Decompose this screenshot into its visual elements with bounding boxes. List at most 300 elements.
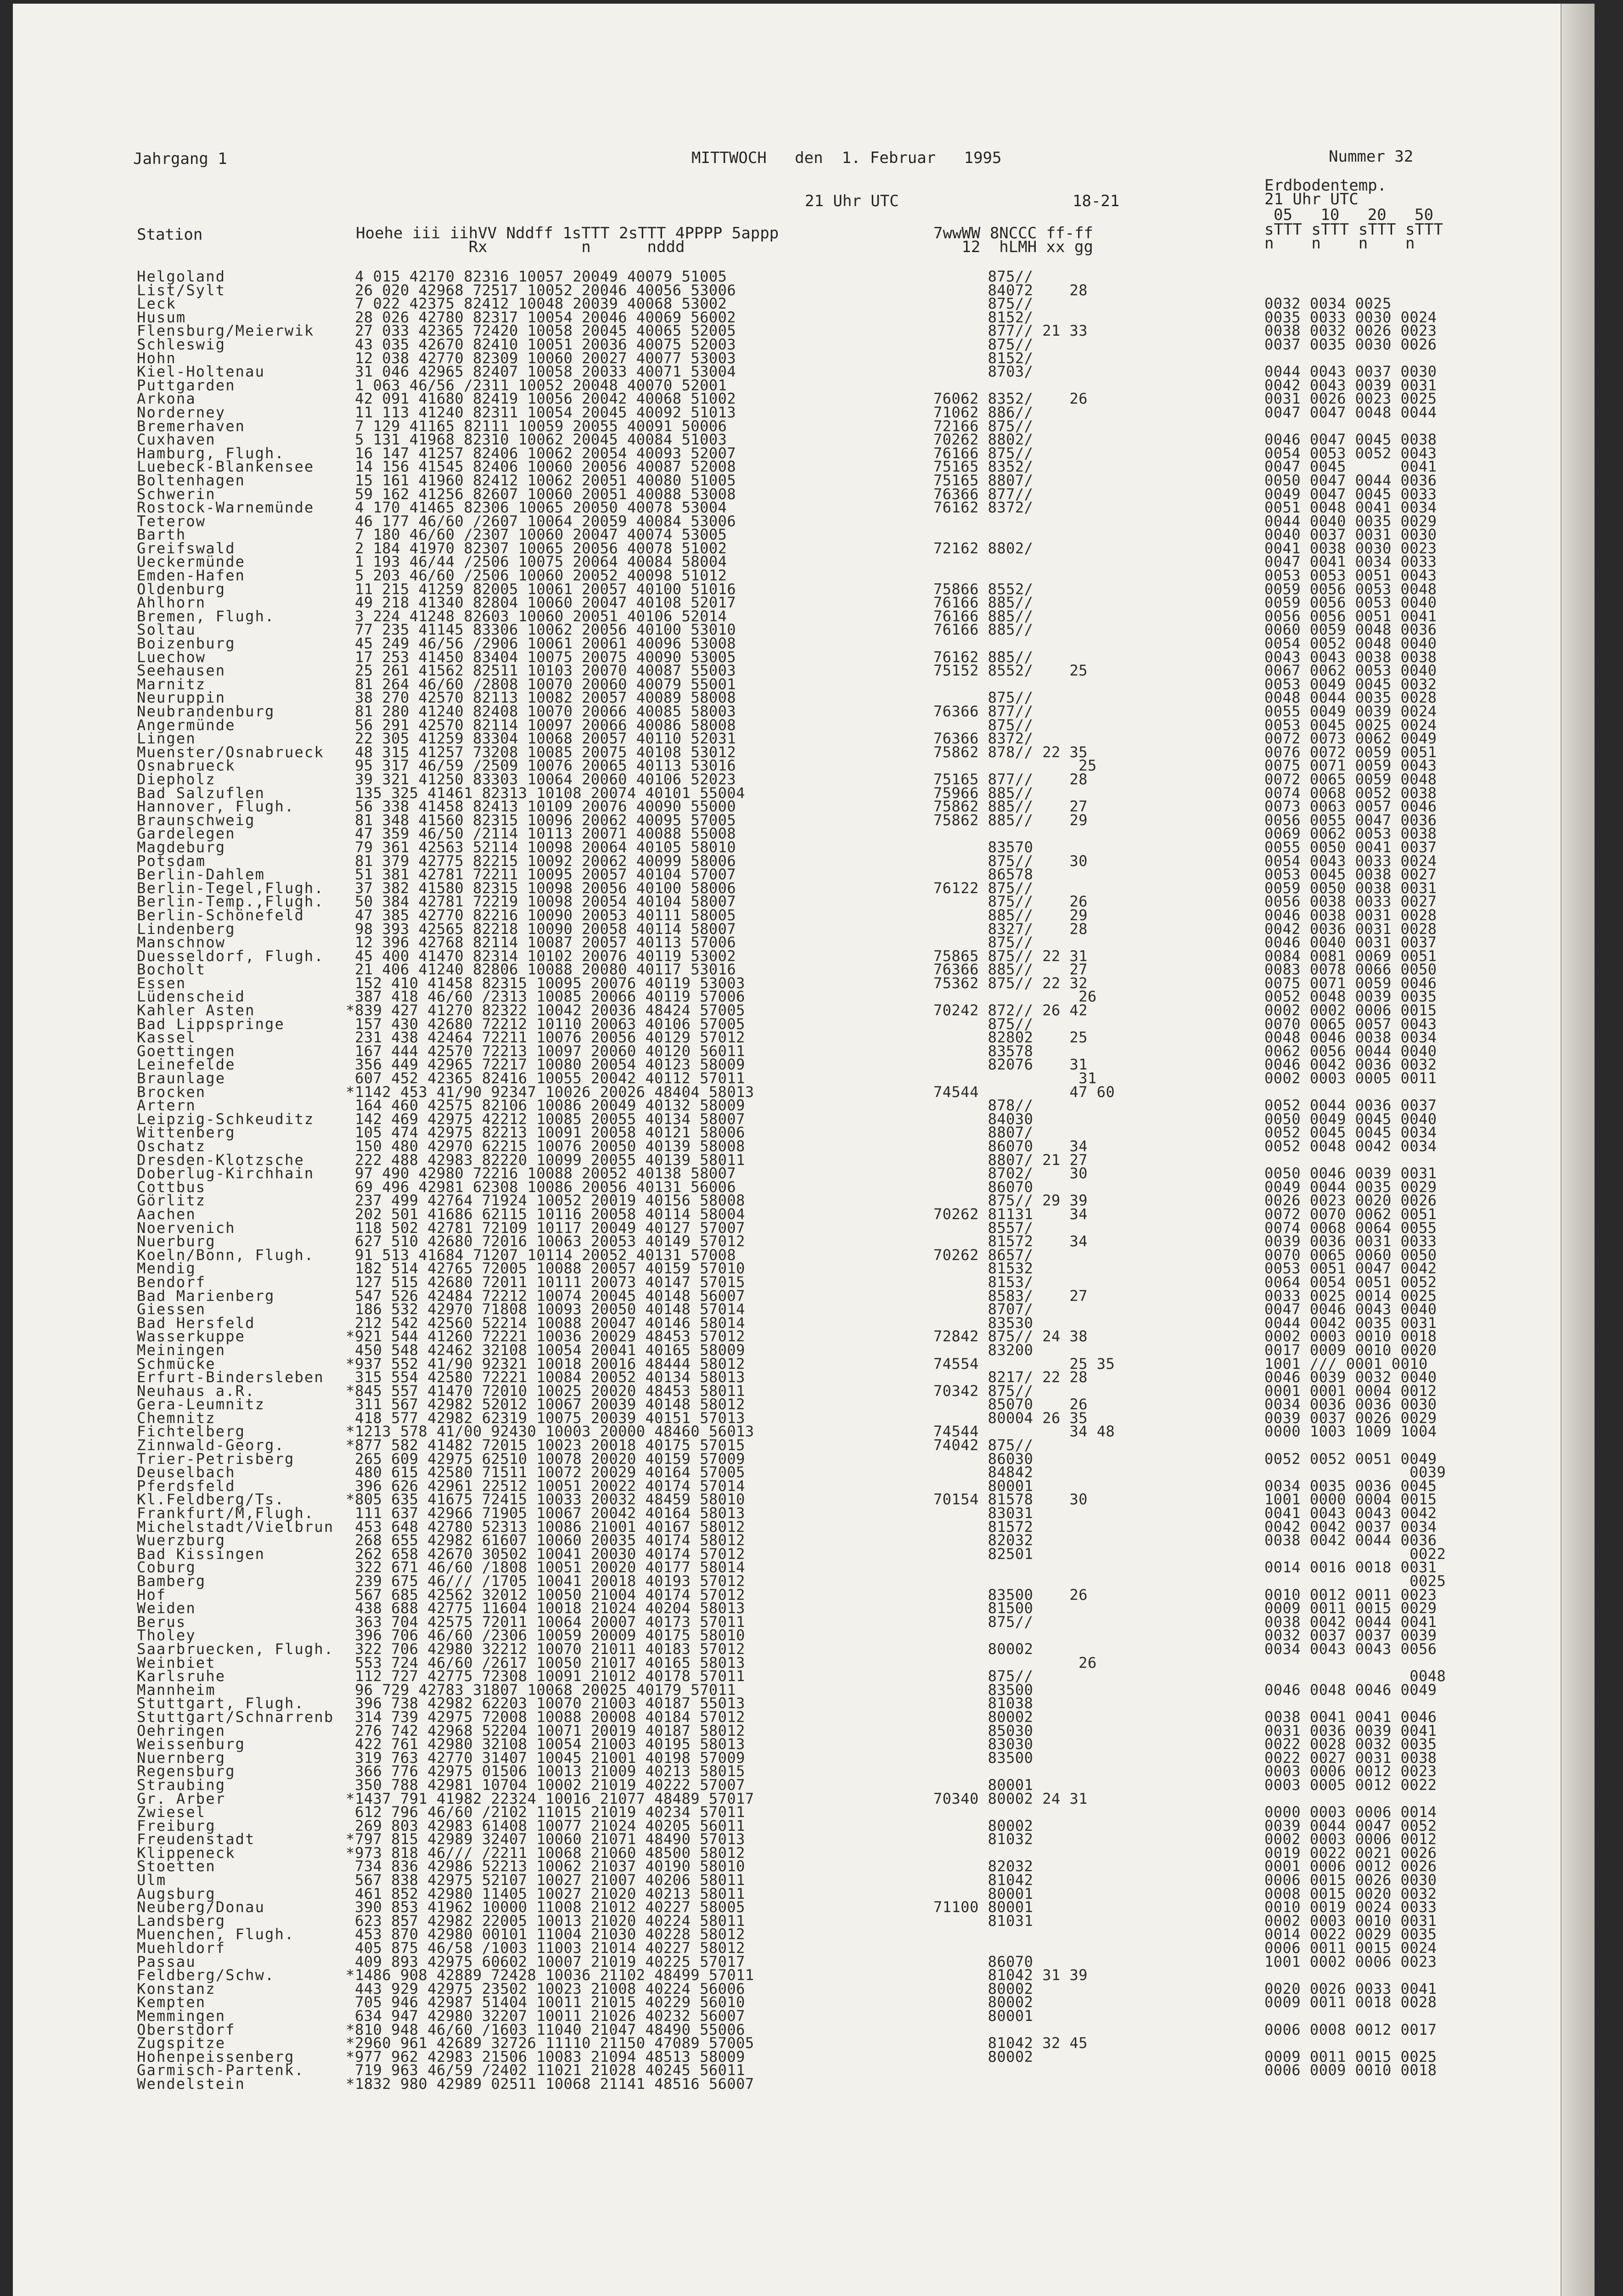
extra-groups: 81032 <box>933 1830 1033 1848</box>
soil-temperature: 0072 0073 0062 0049 <box>1264 730 1437 748</box>
main-groups: 547 526 42484 72212 10074 20045 40148 56007 <box>355 1287 745 1305</box>
soil-temperature: 0034 0043 0043 0056 <box>1264 1640 1437 1658</box>
mountain-station-marker <box>346 284 354 298</box>
mountain-station-marker <box>346 1276 354 1289</box>
extra-groups: 75865 875// 22 31 <box>933 947 1088 965</box>
extra-groups: 86070 <box>933 1178 1033 1196</box>
extra-groups: 86030 <box>933 1450 1033 1468</box>
soil-temperature: 0014 0022 0029 0035 <box>1264 1925 1437 1943</box>
soil-temperature: 1001 /// 0001 0010 <box>1264 1355 1428 1373</box>
issue-number: Nummer 32 <box>1329 147 1414 166</box>
station-name: Bocholt <box>137 961 206 979</box>
station-name: Landsberg <box>137 1912 226 1930</box>
station-name: Dresden-Klotzsche <box>137 1151 304 1169</box>
main-groups: 22 305 41259 83304 10068 20057 40110 52031 <box>355 730 736 748</box>
mountain-station-marker <box>346 1670 354 1683</box>
station-name: Oschatz <box>137 1137 206 1155</box>
main-groups: 396 738 42982 62203 10070 21003 40187 55013 <box>355 1694 745 1712</box>
mountain-station-marker <box>346 1738 354 1751</box>
soil-temperature: 0064 0054 0051 0052 <box>1264 1273 1437 1291</box>
extra-groups-subheader: 12 hLMH xx gg <box>933 238 1093 256</box>
extra-groups: 80001 <box>933 1477 1033 1495</box>
main-groups: 322 671 46/60 /1808 10051 20020 40177 58014 <box>355 1559 745 1576</box>
main-groups: 262 658 42670 30502 10041 20030 40174 57012 <box>355 1545 745 1563</box>
soil-groups-header: sTTT sTTT sTTT sTTT <box>1264 220 1443 239</box>
page-binding-edge <box>1561 4 1595 2296</box>
main-groups: 112 727 42775 72308 10091 21012 40178 57011 <box>355 1667 745 1685</box>
mountain-station-marker <box>346 1221 354 1235</box>
station-name: Wuerzburg <box>137 1531 226 1549</box>
mountain-station-marker <box>346 936 354 950</box>
extra-groups: 80002 <box>933 1993 1033 2011</box>
main-groups: 79 361 42563 52114 10098 20064 40105 58010 <box>355 838 736 856</box>
extra-groups: 72166 875// <box>933 417 1033 435</box>
extra-groups: 85070 26 <box>933 1396 1088 1413</box>
station-name: Schwerin <box>137 485 216 503</box>
main-groups: 734 836 42986 52213 10062 21037 40190 58010 <box>355 1857 745 1875</box>
main-groups: 567 685 42562 32012 10050 21004 40174 57012 <box>355 1586 745 1604</box>
soil-temperature: 0047 0045 0041 <box>1264 458 1437 476</box>
soil-temperature: 0038 0041 0041 0046 <box>1264 1708 1437 1726</box>
station-name: Hohenpeissenberg <box>137 2048 295 2065</box>
soil-temperature: 0049 0047 0045 0033 <box>1264 485 1437 503</box>
main-groups: 1213 578 41/00 92430 10003 20000 48460 56013 <box>355 1423 754 1441</box>
soil-temperature <box>1264 2077 1446 2091</box>
mountain-station-marker <box>346 1711 354 1724</box>
station-name: Passau <box>137 1953 196 1970</box>
mountain-station-marker <box>346 488 354 501</box>
extra-groups: 76166 875// <box>933 444 1033 462</box>
main-groups: 311 567 42982 52012 10067 20039 40148 58012 <box>355 1396 745 1413</box>
main-groups: 553 724 46/60 /2617 10050 21017 40165 58013 <box>355 1654 745 1671</box>
extra-groups: 75866 8552/ <box>933 580 1033 598</box>
extra-groups: 83530 <box>933 1314 1033 1332</box>
soil-temperature: 0037 0035 0030 0026 <box>1264 335 1437 353</box>
main-groups: 977 962 42983 21506 10083 21094 48513 58009 <box>355 2048 745 2065</box>
mountain-station-marker <box>346 963 354 977</box>
soil-temperature: 0033 0025 0014 0025 <box>1264 1287 1437 1305</box>
station-name: Bremen, Flugh. <box>137 607 275 625</box>
main-groups: 15 161 41960 82412 10062 20051 40080 51005 <box>355 471 736 489</box>
extra-groups: 80001 <box>933 1776 1033 1794</box>
soil-temperature: 0052 0052 0051 0049 <box>1264 1450 1437 1468</box>
main-groups: 12 396 42768 82114 10087 20057 40113 57006 <box>355 934 736 951</box>
mountain-station-marker <box>346 270 354 284</box>
station-name: Coburg <box>137 1559 196 1576</box>
station-name: Neuberg/Donau <box>137 1898 265 1916</box>
extra-groups: 84842 <box>933 1463 1033 1481</box>
report-page <box>13 4 1595 2296</box>
main-groups: 167 444 42570 72213 10097 20060 40120 56011 <box>355 1042 745 1060</box>
main-groups: 480 615 42580 71511 10072 20029 40164 57005 <box>355 1463 745 1481</box>
station-name: Ueckermünde <box>137 553 246 571</box>
main-groups: 81 280 41240 82408 10070 20066 40085 58003 <box>355 703 736 720</box>
soil-temperature: 0052 0044 0036 0037 <box>1264 1097 1437 1114</box>
extra-groups: 8702/ 30 <box>933 1165 1088 1182</box>
mountain-station-marker <box>346 1615 354 1629</box>
soil-temperature: 0046 0042 0036 0032 <box>1264 1056 1437 1074</box>
main-groups: 28 026 42780 82317 10054 20046 40069 56002 <box>355 308 736 326</box>
station-name: Kempten <box>137 1993 206 2011</box>
station-name: Hohn <box>137 349 176 367</box>
station-name: Mendig <box>137 1260 196 1277</box>
soil-temperature: 0022 0028 0032 0035 <box>1264 1735 1437 1753</box>
mountain-station-marker <box>346 868 354 882</box>
mountain-station-marker: * <box>346 1083 355 1101</box>
mountain-station-marker <box>346 1262 354 1276</box>
main-groups: 47 359 46/50 /2114 10113 20071 40088 55008 <box>355 825 736 843</box>
soil-temperature: 0035 0033 0030 0024 <box>1264 308 1437 326</box>
main-groups: 4 170 41465 82306 10065 20050 40078 53004 <box>355 499 727 517</box>
main-groups: 418 577 42982 62319 10075 20039 40151 57013 <box>355 1409 745 1427</box>
main-groups: 319 763 42770 31407 10045 21001 40198 57009 <box>355 1749 745 1767</box>
extra-groups-header: 7wwWW 8NCCC ff-ff <box>933 224 1093 242</box>
soil-temperature: 0020 0026 0033 0041 <box>1264 1980 1437 1998</box>
main-groups: 265 609 42975 62510 10078 20020 40159 57009 <box>355 1450 745 1468</box>
main-groups: 43 035 42670 82410 10051 20036 40075 52003 <box>355 335 736 353</box>
extra-groups: 70340 80002 24 31 <box>933 1790 1088 1807</box>
extra-groups: 83578 <box>933 1042 1033 1060</box>
soil-temperature: 0046 0047 0045 0038 <box>1264 431 1437 449</box>
mountain-station-marker <box>346 1914 354 1928</box>
mountain-station-marker <box>346 1181 354 1194</box>
main-groups: 31 046 42965 82407 10058 20033 40071 53004 <box>355 363 736 381</box>
extra-groups: 72162 8802/ <box>933 539 1033 557</box>
soil-temperature: 0014 0016 0018 0031 <box>1264 1559 1437 1576</box>
station-name: Luechow <box>137 648 206 666</box>
station-name: Michelstadt/Vielbrun <box>137 1518 334 1536</box>
soil-temperature: 0039 <box>1264 1463 1446 1481</box>
main-groups: 396 626 42961 22512 10051 20022 40174 57014 <box>355 1477 745 1495</box>
extra-groups: 8152/ <box>933 308 1033 326</box>
mountain-station-marker <box>346 1289 354 1303</box>
soil-temperature: 0039 0044 0047 0052 <box>1264 1817 1437 1835</box>
main-groups: 268 655 42982 61607 10060 20035 40174 58012 <box>355 1531 745 1549</box>
station-name: Schleswig <box>137 335 226 353</box>
soil-temperature: 0062 0056 0044 0040 <box>1264 1042 1437 1060</box>
extra-groups: 26 <box>933 1654 1097 1671</box>
soil-temperature: 0050 0049 0045 0040 <box>1264 1110 1437 1128</box>
main-groups: 719 963 46/59 /2402 11021 21028 40245 56011 <box>355 2061 745 2079</box>
extra-groups: 8557/ <box>933 1219 1033 1237</box>
mountain-station-marker <box>346 1208 354 1221</box>
extra-groups: 76166 885// <box>933 621 1033 639</box>
station-name: Nuerburg <box>137 1232 216 1250</box>
extra-groups: 875// <box>933 268 1033 285</box>
extra-groups: 70262 81131 34 <box>933 1205 1088 1223</box>
station-name: Lingen <box>137 730 196 748</box>
soil-temperature: 0055 0050 0041 0037 <box>1264 838 1437 856</box>
soil-temperature: 0048 <box>1264 1667 1446 1685</box>
mountain-station-marker <box>346 555 354 569</box>
mountain-station-marker: * <box>346 1830 355 1848</box>
soil-temperature: 0047 0046 0043 0040 <box>1264 1300 1437 1318</box>
station-name: Ahlhorn <box>137 594 206 612</box>
station-name: Bremerhaven <box>137 417 246 435</box>
extra-groups: 86070 <box>933 1953 1033 1970</box>
extra-groups: 8703/ <box>933 363 1033 381</box>
main-groups: 612 796 46/60 /2102 11015 21019 40234 57011 <box>355 1803 745 1821</box>
extra-groups: 83500 <box>933 1681 1033 1699</box>
station-name: Artern <box>137 1097 196 1114</box>
main-groups: 81 348 41560 82315 10096 20062 40095 57005 <box>355 811 736 829</box>
main-groups: 409 893 42975 60602 10007 21019 40225 57017 <box>355 1953 745 1970</box>
main-groups: 366 776 42975 01506 10013 21009 40213 58015 <box>355 1762 745 1780</box>
station-name: Stuttgart/Schnarrenb <box>137 1708 334 1726</box>
station-name: Noervenich <box>137 1219 236 1237</box>
mountain-station-marker: * <box>346 1328 355 1345</box>
main-groups: 315 554 42580 72221 10084 20052 40134 58013 <box>355 1368 745 1386</box>
main-groups: 1 063 46/56 /2311 10052 20048 40070 52001 <box>355 376 727 394</box>
extra-groups: 8807/ <box>933 1124 1033 1142</box>
main-groups: 51 381 42781 72211 10095 20057 40104 57007 <box>355 866 736 884</box>
report-date: MITTWOCH den 1. Februar 1995 <box>691 149 1002 167</box>
mountain-station-marker <box>346 1561 354 1575</box>
soil-temperature: 0052 0045 0045 0034 <box>1264 1124 1437 1142</box>
soil-temperature: 0006 0009 0010 0018 <box>1264 2061 1437 2079</box>
main-groups: 69 496 42981 62308 10086 20056 40131 56006 <box>355 1178 736 1196</box>
extra-groups <box>933 1928 1115 1941</box>
mountain-station-marker <box>346 1452 354 1466</box>
mountain-station-marker <box>346 1588 354 1602</box>
extra-groups: 70262 8657/ <box>933 1246 1033 1264</box>
extra-groups: 70262 8802/ <box>933 431 1033 449</box>
soil-temperature: 0038 0042 0044 0036 <box>1264 1531 1437 1549</box>
main-groups: 937 552 41/90 92321 10018 20016 48444 58012 <box>355 1355 745 1373</box>
station-name: Chemnitz <box>137 1409 216 1427</box>
mountain-station-marker <box>346 1697 354 1711</box>
soil-temperature: 0000 1003 1009 1004 <box>1264 1423 1437 1441</box>
mountain-station-marker <box>346 392 354 406</box>
soil-temperature: 0060 0059 0048 0036 <box>1264 621 1437 639</box>
station-name: List/Sylt <box>137 281 226 299</box>
soil-temperature: 0053 0045 0025 0024 <box>1264 716 1437 734</box>
mountain-station-marker <box>346 365 354 379</box>
station-name: Potsdam <box>137 852 206 870</box>
soil-temperature: 0044 0043 0037 0030 <box>1264 363 1437 381</box>
main-groups: 973 818 46/// /2211 10068 21060 48500 58012 <box>355 1844 745 1862</box>
main-groups: 396 706 46/60 /2306 10059 20009 40175 58010 <box>355 1626 745 1644</box>
main-groups: 322 706 42980 32212 10070 21011 40183 57012 <box>355 1640 745 1658</box>
main-groups: 7 022 42375 82412 10048 20039 40068 53002 <box>355 295 727 313</box>
main-groups: 567 838 42975 52107 10027 21007 40206 58011 <box>355 1871 745 1889</box>
soil-temperature: 0032 0037 0037 0039 <box>1264 1626 1437 1644</box>
mountain-station-marker <box>346 732 354 746</box>
main-groups: 387 418 46/60 /2313 10085 20066 40119 57006 <box>355 988 745 1006</box>
extra-groups: 76166 885// <box>933 594 1033 612</box>
station-name: Schmücke <box>137 1355 216 1373</box>
mountain-station-marker <box>346 1031 354 1045</box>
soil-temperature: 0039 0037 0026 0029 <box>1264 1409 1437 1427</box>
soil-temperature: 0051 0048 0041 0034 <box>1264 499 1437 517</box>
soil-temperature: 0022 0027 0031 0038 <box>1264 1749 1437 1767</box>
mountain-station-marker <box>346 433 354 447</box>
station-name: Braunschweig <box>137 811 255 829</box>
station-name: Nuernberg <box>137 1749 226 1767</box>
main-groups: 7 180 46/60 /2307 10060 20047 40074 53005 <box>355 526 727 544</box>
mountain-station-marker <box>346 1874 354 1887</box>
mountain-station-marker <box>346 1656 354 1670</box>
main-groups: 5 203 46/60 /2506 10060 20052 40098 51012 <box>355 567 727 585</box>
main-groups: 81 379 42775 82215 10092 20062 40099 58006 <box>355 852 736 870</box>
extra-groups: 25 <box>933 757 1097 775</box>
main-groups: 443 929 42975 23502 10023 21008 40224 56006 <box>355 1980 745 1998</box>
mountain-station-marker <box>346 1249 354 1262</box>
mountain-station-marker <box>346 338 354 352</box>
extra-groups: 76366 877// <box>933 485 1033 503</box>
main-groups: 11 215 41259 82005 10061 20057 40100 51016 <box>355 580 736 598</box>
soil-temperature: 0010 0012 0011 0023 <box>1264 1586 1437 1604</box>
main-groups: 405 875 46/58 /1003 11003 21014 40227 58012 <box>355 1939 745 1957</box>
soil-temperature: 0026 0023 0020 0026 <box>1264 1192 1437 1210</box>
mountain-station-marker: * <box>346 1436 355 1454</box>
station-name: Karlsruhe <box>137 1667 226 1685</box>
main-groups: 37 382 41580 82315 10098 20056 40100 58006 <box>355 879 736 897</box>
issue-volume: Jahrgang 1 <box>133 150 227 168</box>
mountain-station-marker <box>346 583 354 597</box>
soil-temperature: 0083 0078 0066 0050 <box>1264 961 1437 979</box>
main-groups: 461 852 42980 11405 10027 21020 40213 58011 <box>355 1885 745 1902</box>
main-groups: 56 338 41458 82413 10109 20076 40090 55000 <box>355 798 736 816</box>
soil-temperature: 0041 0043 0043 0042 <box>1264 1504 1437 1522</box>
extra-groups: 83500 26 <box>933 1586 1088 1604</box>
main-groups: 45 249 46/56 /2906 10061 20061 40096 53008 <box>355 635 736 653</box>
main-groups: 38 270 42570 82113 10082 20057 40089 58008 <box>355 689 736 707</box>
soil-temperature: 0002 0003 0010 0018 <box>1264 1328 1437 1345</box>
soil-temperature: 0038 0042 0044 0041 <box>1264 1613 1437 1631</box>
mountain-station-marker <box>346 691 354 705</box>
extra-groups: 70154 81578 30 <box>933 1491 1088 1508</box>
station-name: Klippeneck <box>137 1844 236 1862</box>
main-groups: 98 393 42565 82218 10090 20058 40114 58007 <box>355 920 736 938</box>
extra-groups: 26 <box>933 988 1097 1006</box>
soil-temperature: 0046 0038 0031 0028 <box>1264 906 1437 924</box>
station-name: Weiden <box>137 1599 196 1617</box>
mountain-station-marker <box>346 855 354 868</box>
main-groups: 97 490 42980 72216 10088 20052 40138 58007 <box>355 1165 736 1182</box>
main-groups: 810 948 46/60 /1603 11040 21047 48490 55006 <box>355 2020 745 2038</box>
soil-temperature: 0050 0047 0044 0036 <box>1264 471 1437 489</box>
soil-temperature: 0056 0055 0047 0036 <box>1264 811 1437 829</box>
main-groups: 350 788 42981 10704 10002 21019 40222 57007 <box>355 1776 745 1794</box>
soil-temperature: 0039 0036 0031 0033 <box>1264 1232 1437 1250</box>
soil-temperature: 0009 0011 0015 0025 <box>1264 2048 1437 2065</box>
extra-groups: 76366 877// <box>933 703 1033 720</box>
extra-groups: 82501 <box>933 1545 1033 1563</box>
soil-temperature: 0042 0043 0039 0031 <box>1264 376 1437 394</box>
station-name: Essen <box>137 974 186 992</box>
main-groups: 634 947 42980 32207 10011 21026 40232 56007 <box>355 2007 745 2025</box>
soil-temperature: 0048 0044 0035 0028 <box>1264 689 1437 707</box>
station-name: Kahler Asten <box>137 1002 255 1019</box>
station-name: Helgoland <box>137 268 226 285</box>
mountain-station-marker <box>346 311 354 325</box>
mountain-station-marker <box>346 1507 354 1520</box>
mountain-station-marker <box>346 909 354 923</box>
soil-temperature: 0074 0068 0052 0038 <box>1264 784 1437 802</box>
main-groups: 239 675 46/// /1705 10041 20018 40193 57012 <box>355 1572 745 1590</box>
extra-groups: 83030 <box>933 1735 1033 1753</box>
main-groups: 276 742 42968 52204 10071 20019 40187 58012 <box>355 1722 745 1739</box>
extra-groups: 75862 878// 22 35 <box>933 743 1088 761</box>
soil-temperature: 1001 0002 0006 0023 <box>1264 1953 1437 1970</box>
mountain-station-marker <box>346 610 354 624</box>
extra-groups: 80004 26 35 <box>933 1409 1088 1427</box>
station-name: Bendorf <box>137 1273 206 1291</box>
mountain-station-marker: * <box>346 2034 355 2052</box>
station-name: Freudenstadt <box>137 1830 255 1848</box>
soil-temperature: 0070 0065 0060 0050 <box>1264 1246 1437 1264</box>
station-name: Bad Lippspringe <box>137 1015 285 1033</box>
soil-temperature: 0072 0065 0059 0048 <box>1264 770 1437 788</box>
extra-groups: 76122 875// <box>933 879 1033 897</box>
soil-temperature: 0073 0063 0057 0046 <box>1264 798 1437 816</box>
main-groups: 95 317 46/59 /2509 10076 20065 40113 53016 <box>355 757 736 775</box>
mountain-station-marker <box>346 1194 354 1208</box>
soil-temperature: 0044 0040 0035 0029 <box>1264 512 1437 530</box>
extra-groups: 75165 877// 28 <box>933 770 1088 788</box>
mountain-station-marker <box>346 841 354 855</box>
soil-temperature: 0006 0011 0015 0024 <box>1264 1939 1437 1957</box>
station-name: Cuxhaven <box>137 431 216 449</box>
mountain-station-marker <box>346 1643 354 1656</box>
extra-groups <box>933 1561 1115 1575</box>
soil-temperature: 0076 0072 0059 0051 <box>1264 743 1437 761</box>
mountain-station-marker <box>346 1398 354 1412</box>
extra-groups: 878// <box>933 1097 1033 1114</box>
station-name: Feldberg/Schw. <box>137 1966 275 1984</box>
soil-temperature: 0055 0049 0039 0024 <box>1264 703 1437 720</box>
soil-temperature: 0042 0042 0037 0034 <box>1264 1518 1437 1536</box>
extra-groups: 76162 8372/ <box>933 499 1033 517</box>
extra-groups: 875// <box>933 335 1033 353</box>
station-name: Brocken <box>137 1083 206 1101</box>
mountain-station-marker <box>346 1996 354 2009</box>
soil-temperature: 0002 0003 0005 0011 <box>1264 1069 1437 1087</box>
extra-groups: 83570 <box>933 838 1033 856</box>
main-groups: 45 400 41470 82314 10102 20076 40119 53002 <box>355 947 736 965</box>
mountain-station-marker <box>346 501 354 515</box>
soil-temperature: 0001 0001 0004 0012 <box>1264 1382 1437 1400</box>
extra-groups: 86070 34 <box>933 1137 1088 1155</box>
extra-groups: 8583/ 27 <box>933 1287 1088 1305</box>
station-name: Berlin-Tegel,Flugh. <box>137 879 324 897</box>
station-name: Muenster/Osnabrueck <box>137 743 324 761</box>
station-name: Wasserkuppe <box>137 1328 246 1345</box>
main-groups: 152 410 41458 82315 10095 20076 40119 53003 <box>355 974 745 992</box>
mountain-station-marker <box>346 352 354 366</box>
soil-temperature: 0056 0038 0033 0027 <box>1264 893 1437 911</box>
mountain-station-marker <box>346 1018 354 1031</box>
soil-temperature: 0003 0005 0012 0022 <box>1264 1776 1437 1794</box>
main-groups: 5 131 41968 82310 10062 20045 40084 51003 <box>355 431 727 449</box>
main-groups: 142 469 42975 42212 10085 20055 40134 58007 <box>355 1110 745 1128</box>
main-groups: 805 635 41675 72415 10033 20032 48459 58010 <box>355 1491 745 1508</box>
soil-temperature: 0017 0009 0010 0020 <box>1264 1341 1437 1359</box>
station-name: Norderney <box>137 403 226 421</box>
station-name: Flensburg/Meierwik <box>137 322 314 340</box>
station-name: Berlin-Dahlem <box>137 866 265 884</box>
main-groups: 150 480 42970 62215 10076 20050 40139 58008 <box>355 1137 745 1155</box>
mountain-station-marker <box>346 623 354 637</box>
main-groups: 14 156 41545 82406 10060 20056 40087 52008 <box>355 458 736 476</box>
main-groups: 11 113 41240 82311 10054 20045 40092 51013 <box>355 403 736 421</box>
extra-groups: 76366 885// 27 <box>933 961 1088 979</box>
station-name: Giessen <box>137 1300 206 1318</box>
mountain-station-marker <box>346 569 354 583</box>
extra-groups: 74554 25 35 <box>933 1355 1115 1373</box>
mountain-station-marker <box>346 1602 354 1615</box>
